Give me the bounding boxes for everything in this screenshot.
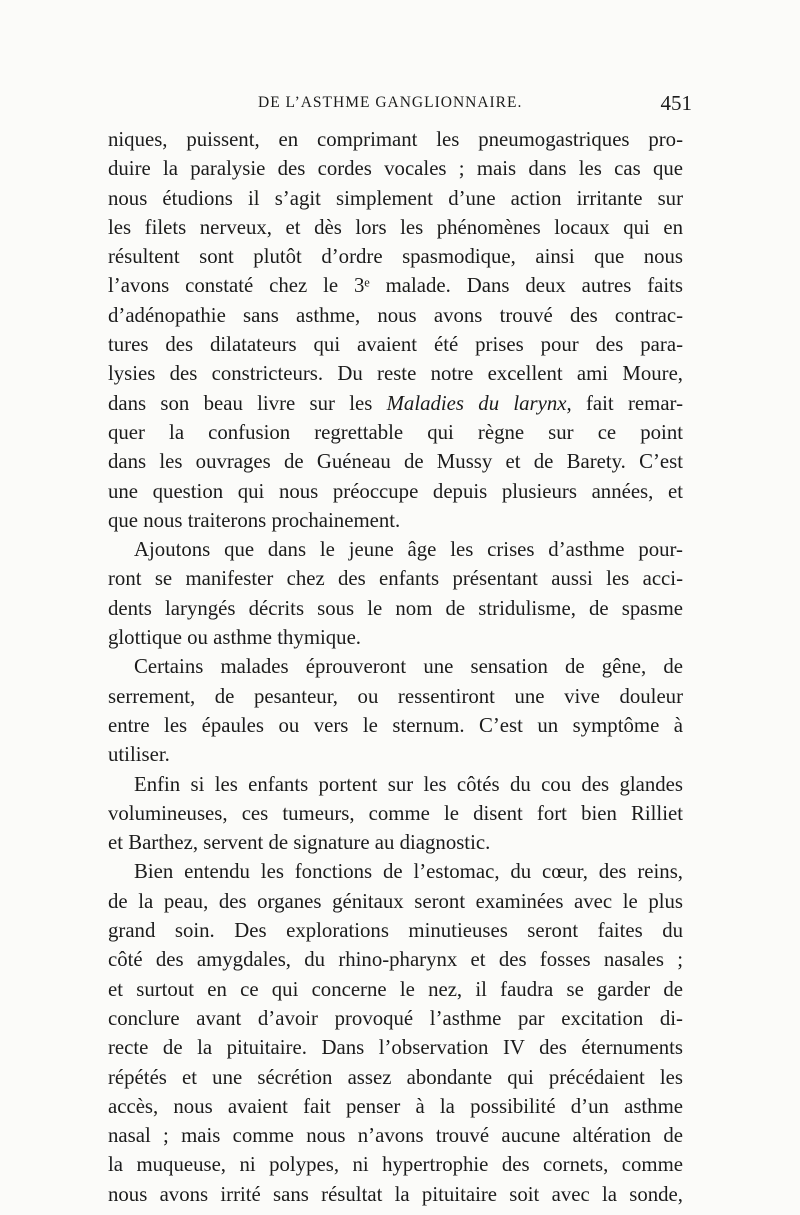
text-line: conclure avant d’avoir provoqué l’asthme par excitation di- [108, 1006, 683, 1030]
paragraph-end-line: utiliser. [108, 743, 170, 767]
page-header [108, 91, 692, 120]
text-line: côté des amygdales, du rhino-pharynx et des fosses nasales ; [108, 948, 683, 972]
text-segment: dans son beau livre sur les [108, 391, 387, 415]
text-line: une question qui nous préoccupe depuis plusieurs années, et [108, 479, 683, 503]
text-line: résultent sont plutôt d’ordre spasmodique, ainsi que nous [108, 245, 683, 269]
text-line: entre les épaules ou vers le sternum. C’est un symptôme à [108, 713, 683, 737]
running-title: DE L’ASTHME GANGLIONNAIRE. [258, 94, 523, 111]
text-line: recte de la pituitaire. Dans l’observation IV des éternuments [108, 1036, 683, 1060]
text-line: grand soin. Des explorations minutieuses seront faites du [108, 919, 683, 943]
text-line: l’avons constaté chez le 3ᵉ malade. Dans deux autres faits [108, 274, 683, 298]
text-line: dans les ouvrages de Guéneau de Mussy et de Barety. C’est [108, 450, 683, 474]
cited-book-title: Maladies du larynx [386, 391, 567, 415]
text-line: dents laryngés décrits sous le nom de stridulisme, de spasme [108, 596, 683, 620]
text-line: la muqueuse, ni polypes, ni hypertrophie des cornets, comme [108, 1153, 683, 1177]
paragraph-start-line: Certains malades éprouveront une sensation de gêne, de [134, 655, 683, 679]
body-text [108, 125, 683, 1209]
paragraph-end-line: glottique ou asthme thymique. [108, 626, 361, 650]
text-line: nous avons irrité sans résultat la pituitaire soit avec la sonde, [108, 1182, 683, 1206]
text-line: de la peau, des organes génitaux seront examinées avec le plus [108, 889, 683, 913]
paragraph-start-line: Bien entendu les fonctions de l’estomac, du cœur, des reins, [134, 860, 683, 884]
text-line: nasal ; mais comme nous n’avons trouvé aucune altération de [108, 1124, 683, 1148]
text-line: niques, puissent, en comprimant les pneumogastriques pro- [108, 128, 683, 151]
text-line: ront se manifester chez des enfants présentant aussi les acci- [108, 567, 683, 591]
text-line: tures des dilatateurs qui avaient été prises pour des para- [108, 333, 683, 357]
text-line: volumineuses, ces tumeurs, comme le disent fort bien Rilliet [108, 801, 683, 825]
paragraph-start-line: Enfin si les enfants portent sur les côtés du cou des glandes [134, 772, 683, 796]
paragraph-end-line: que nous traiterons prochainement. [108, 508, 401, 532]
text-line: quer la confusion regrettable qui règne sur ce point [108, 420, 683, 444]
page-number: 451 [660, 91, 692, 115]
text-line: et surtout en ce qui concerne le nez, il faudra se garder de [108, 977, 683, 1001]
text-line: duire la paralysie des cordes vocales ; mais dans les cas que [108, 157, 683, 181]
paragraph-end-line: et Barthez, servent de signature au diagnostic. [108, 831, 491, 855]
text-line: serrement, de pesanteur, ou ressentiront une vive douleur [108, 684, 683, 708]
text-line: répétés et une sécrétion assez abondante qui précédaient les [108, 1065, 683, 1089]
text-line: accès, nous avaient fait penser à la possibilité d’un asthme [108, 1094, 683, 1118]
text-line: les filets nerveux, et dès lors les phénomènes locaux qui en [108, 215, 683, 239]
text-line: nous étudions il s’agit simplement d’une action irritante sur [108, 186, 683, 210]
text-line: d’adénopathie sans asthme, nous avons trouvé des contrac- [108, 303, 683, 327]
text-line: lysies des constricteurs. Du reste notre excellent ami Moure, [108, 362, 683, 386]
paragraph-start-line: Ajoutons que dans le jeune âge les crises d’asthme pour- [134, 538, 683, 562]
text-line-with-book-title [108, 389, 683, 418]
text-segment: , fait remar- [566, 391, 683, 415]
